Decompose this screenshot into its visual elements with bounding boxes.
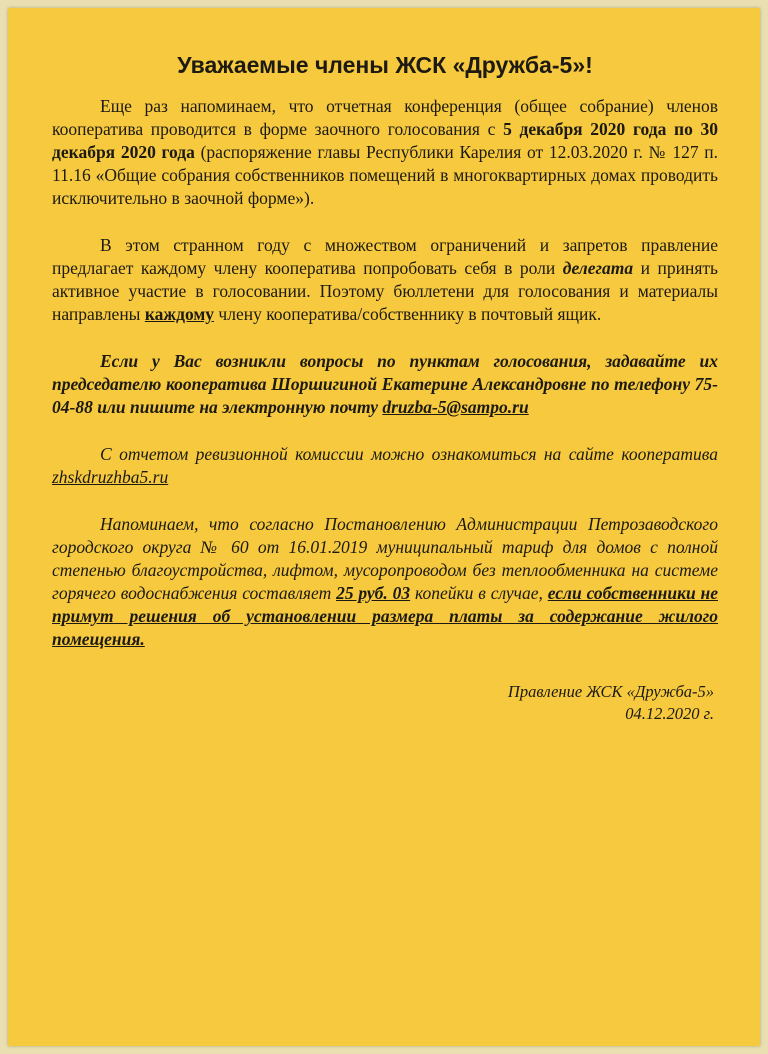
text: (распоряжение главы Республики Карелия от 12.03.2020 г. № 127 п. 11.16 «Общие собрания собственников помещений в многоквартирных домах проводить исключительно в заочной форме»). <box>52 142 719 208</box>
text: Еще раз напоминаем, что отчетная конференция (общее собрание) членов кооператива проводится в форме заочного голосования с <box>52 96 718 139</box>
paragraph-questions <box>52 350 718 419</box>
text: копейки в случае, <box>410 583 548 603</box>
document-sheet <box>8 8 760 1046</box>
paragraph-tariff <box>52 513 718 651</box>
paragraph-conference <box>52 95 718 210</box>
document-content <box>52 52 718 725</box>
tariff-condition: если собственники не примут решения об установлении размера платы за содержание жилого помещения. <box>52 583 718 649</box>
text: и принять активное участие в голосовании. Поэтому бюллетени для голосования и материалы направлены <box>52 258 719 324</box>
text: Если у Вас возникли вопросы по пунктам голосования, задавайте их председателю кооператива Шоршигиной Екатерине Александровне по телефону 75-04-88 или пишите на электронную почту <box>52 351 718 417</box>
signature-block <box>52 681 718 725</box>
email-link[interactable]: druzba-5@sampo.ru <box>382 397 529 417</box>
paragraph-delegate <box>52 234 718 326</box>
signature-org: Правление ЖСК «Дружба-5» <box>507 682 714 701</box>
text: В этом странном году с множеством ограничений и запретов правление предлагает каждому члену кооператива попробовать себя в роли <box>52 235 718 278</box>
signature-date: 04.12.2020 г. <box>625 704 714 723</box>
voting-dates: 5 декабря 2020 года по 30 декабря 2020 года <box>52 119 718 162</box>
text: С отчетом ревизионной комиссии можно ознакомиться на сайте кооператива <box>100 444 718 464</box>
each-word: каждому <box>144 304 215 324</box>
page-title: Уважаемые члены ЖСК «Дружба-5»! <box>177 52 593 78</box>
tariff-amount: 25 руб. 03 <box>336 583 411 603</box>
paragraph-audit-report <box>52 443 718 489</box>
delegate-word: делегата <box>562 258 634 278</box>
text: Напоминаем, что согласно Постановлению Администрации Петрозаводского городского округа № 60 от 16.01.2019 муниципальный тариф для домов с полной степенью благоустройства, лифтом, мусоропроводом без теплообменника на системе горячего водоснабжения составляет <box>52 514 718 603</box>
text: члену кооператива/собственнику в почтовый ящик. <box>214 304 602 324</box>
website-link[interactable]: zhskdruzhba5.ru <box>52 467 169 487</box>
